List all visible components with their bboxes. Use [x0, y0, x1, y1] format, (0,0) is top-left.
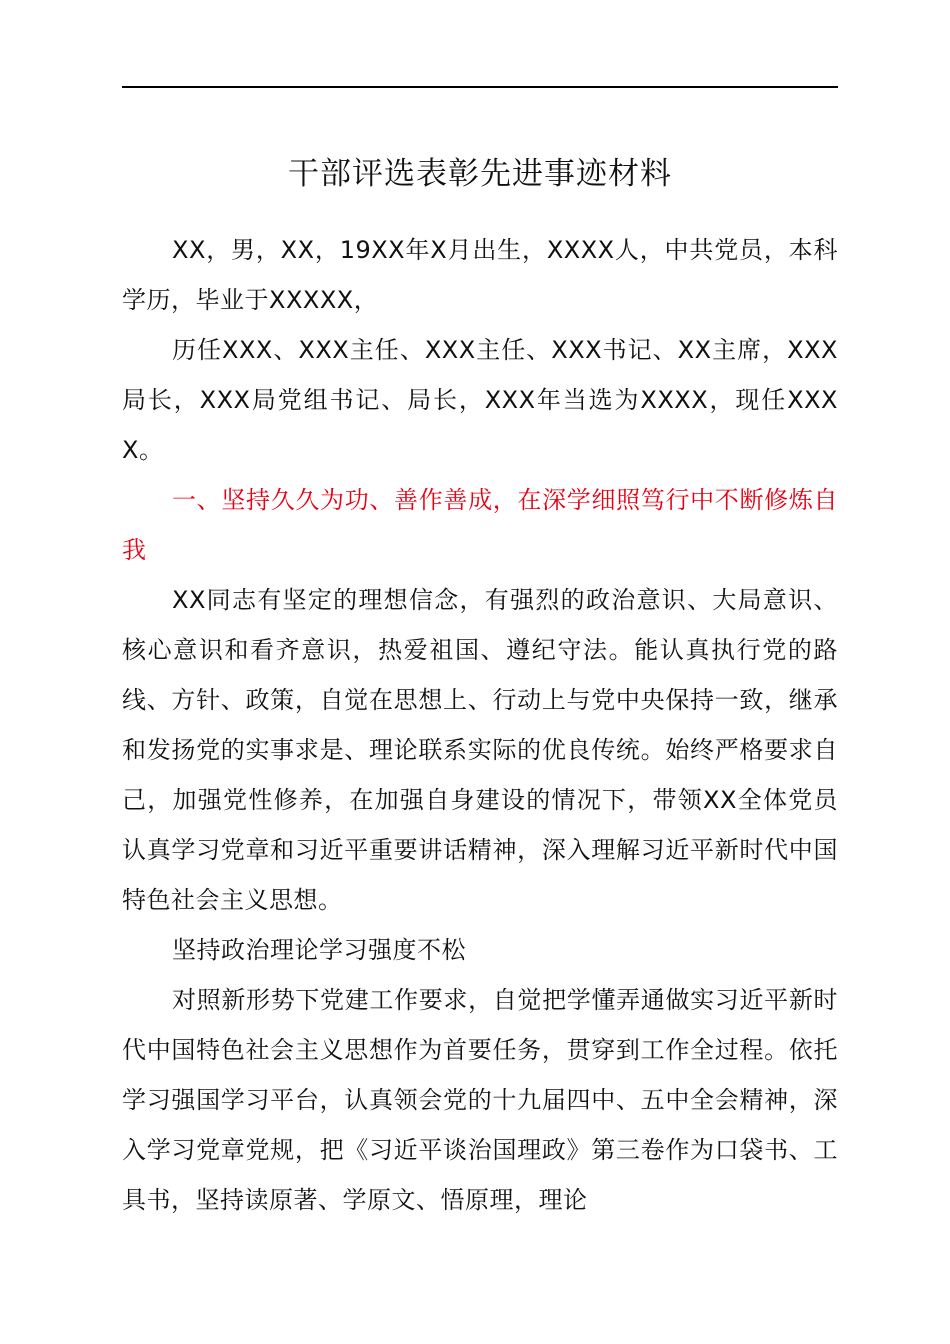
subheading-study: 坚持政治理论学习强度不松	[172, 936, 466, 964]
section-heading-1: 一、坚持久久为功、善作善成，在深学细照笃行中不断修炼自我	[122, 486, 838, 564]
paragraph-intro-bio: XX，男，XX，19XX年X月出生，XXXX人，中共党员，本科学历，毕业于XXXXX，	[122, 236, 838, 314]
header-rule	[122, 86, 838, 88]
paragraph-study-body: 对照新形势下党建工作要求，自觉把学懂弄通做实习近平新时代中国特色社会主义思想作为首要任务，贯穿到工作全过程。依托学习强国学习平台，认真领会党的十九届四中、五中全会精神，深入学习党章党规，把《习近平谈治国理政》第三卷作为口袋书、工具书，坚持读原著、学原文、悟原理，理论	[122, 986, 838, 1214]
document-title: 干部评选表彰先进事迹材料	[288, 156, 672, 192]
document-body	[122, 225, 838, 1225]
paragraph-section-1-body: XX同志有坚定的理想信念，有强烈的政治意识、大局意识、核心意识和看齐意识，热爱祖国、遵纪守法。能认真执行党的路线、方针、政策，自觉在思想上、行动上与党中央保持一致，继承和发扬党的实事求是、理论联系实际的优良传统。始终严格要求自己，加强党性修养，在加强自身建设的情况下，带领XX全体党员认真学习党章和习近平重要讲话精神，深入理解习近平新时代中国特色社会主义思想。	[122, 586, 838, 914]
paragraph-career: 历任XXX、XXX主任、XXX主任、XXX书记、XX主席，XXX局长，XXX局党组书记、局长，XXX年当选为XXXX，现任XXXX。	[122, 336, 838, 464]
